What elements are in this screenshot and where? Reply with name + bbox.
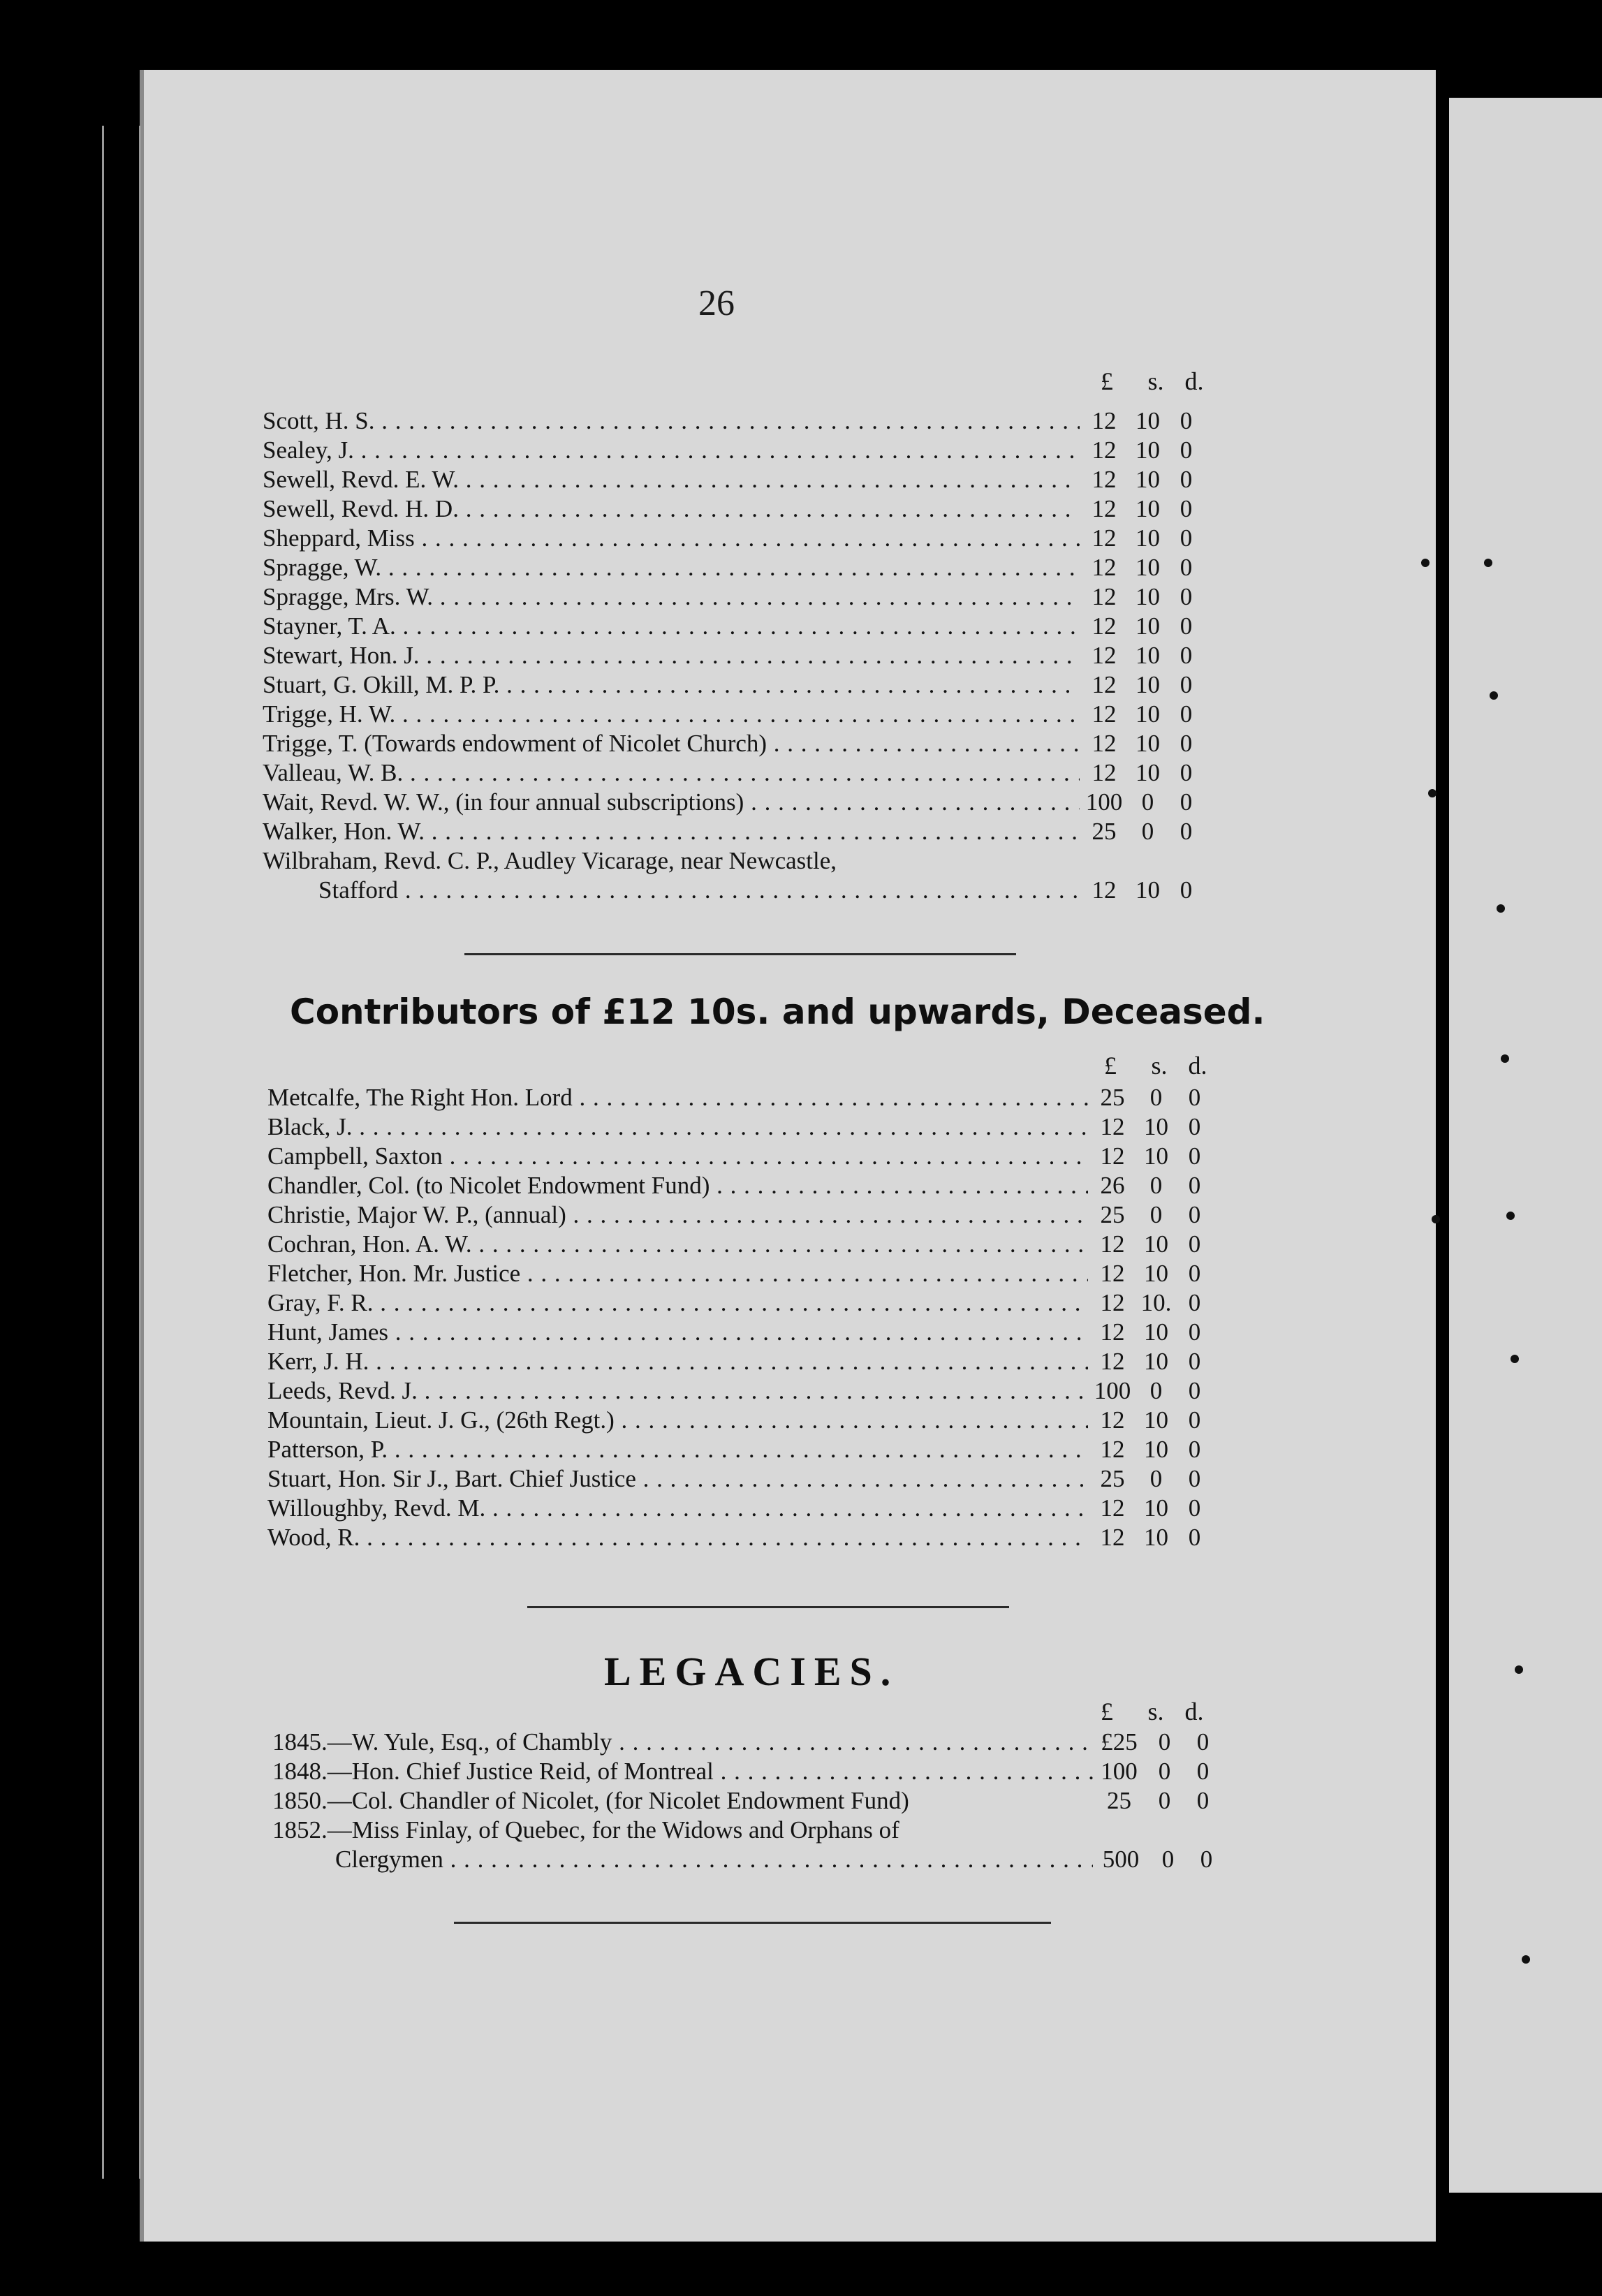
subscriber-name: Wilbraham, Revd. C. P., Audley Vicarage, near Newcastle,: [263, 847, 837, 874]
list-item: [267, 1348, 1214, 1377]
shillings-header: s.: [1147, 367, 1164, 395]
right-page-edge: [1449, 98, 1602, 2193]
list-item: [267, 1172, 1214, 1201]
shillings-value: 10: [1136, 642, 1160, 669]
pence-header: d.: [1184, 367, 1204, 395]
contributor-name: Campbell, Saxton . . .: [267, 1142, 1088, 1170]
list-item: [263, 671, 1205, 700]
shillings-value: 10: [1136, 730, 1160, 757]
list-item: [263, 583, 1205, 612]
contributor-name: Christie, Major W. P., (annual) . . .: [267, 1201, 1088, 1229]
print-speck: [1490, 691, 1498, 700]
pence-value: 0: [1180, 436, 1193, 464]
shillings-value: 0: [1141, 818, 1154, 845]
pounds-value: 25: [1100, 1084, 1125, 1111]
subscriber-name: Sewell, Revd. H. D. . . .: [263, 495, 1080, 523]
pounds-value: 12: [1092, 759, 1117, 786]
list-item: [267, 1142, 1214, 1172]
currency-header: [1082, 1051, 1215, 1080]
list-item: [272, 1816, 1222, 1846]
shillings-value: 10: [1144, 1260, 1168, 1287]
pounds-value: 12: [1100, 1289, 1125, 1316]
list-item: [263, 612, 1205, 642]
list-item: [272, 1728, 1222, 1758]
pounds-header: £: [1104, 1052, 1117, 1080]
pence-value: 0: [1188, 1465, 1201, 1492]
pounds-value: 25: [1092, 818, 1117, 845]
pounds-value: 12: [1100, 1494, 1125, 1522]
pounds-value: 100: [1094, 1377, 1131, 1404]
pence-value: 0: [1180, 788, 1193, 816]
subscriber-name: Sewell, Revd. E. W. . . .: [263, 466, 1080, 494]
print-speck: [1501, 1054, 1509, 1063]
print-speck: [1484, 559, 1492, 567]
pounds-value: 12: [1092, 583, 1117, 610]
shillings-value: 0: [1158, 1758, 1171, 1785]
print-speck: [1432, 1215, 1440, 1223]
list-item: [263, 554, 1205, 583]
pounds-value: 12: [1092, 407, 1117, 434]
shillings-value: 0: [1149, 1465, 1163, 1492]
pence-value: 0: [1188, 1230, 1201, 1258]
shillings-value: 0: [1161, 1846, 1175, 1873]
shillings-value: 10: [1136, 466, 1160, 493]
pounds-value: 12: [1100, 1348, 1125, 1375]
print-speck: [1497, 904, 1505, 913]
list-item: [267, 1494, 1214, 1524]
pence-value: 0: [1180, 876, 1193, 904]
subscriber-name: Sealey, J. . . .: [263, 436, 1080, 464]
pounds-value: 25: [1100, 1465, 1125, 1492]
list-item: [263, 495, 1205, 524]
contributor-name: Black, J. . . .: [267, 1113, 1088, 1141]
pence-value: 0: [1188, 1172, 1201, 1199]
pence-value: 0: [1180, 671, 1193, 698]
pence-value: 0: [1188, 1377, 1201, 1404]
list-item: [263, 847, 1205, 876]
currency-header: [1079, 1697, 1212, 1726]
pounds-value: 12: [1092, 554, 1117, 581]
pounds-value: 25: [1100, 1201, 1125, 1228]
shillings-value: 10: [1136, 407, 1160, 434]
pounds-value: 12: [1092, 876, 1117, 904]
pence-header: d.: [1184, 1698, 1204, 1725]
pence-value: 0: [1180, 466, 1193, 493]
pence-value: 0: [1180, 759, 1193, 786]
shillings-value: 10: [1136, 876, 1160, 904]
shillings-value: 10: [1144, 1113, 1168, 1140]
pence-value: 0: [1180, 554, 1193, 581]
list-item: [267, 1201, 1214, 1230]
list-item: [267, 1436, 1214, 1465]
pence-value: 0: [1188, 1084, 1201, 1111]
pounds-value: 500: [1102, 1846, 1140, 1873]
pence-value: 0: [1188, 1524, 1201, 1551]
subscriber-name: Wait, Revd. W. W., (in four annual subscriptions) . . .: [263, 788, 1080, 816]
list-item: [267, 1230, 1214, 1260]
shillings-value: 10: [1136, 436, 1160, 464]
pounds-header: £: [1101, 1698, 1113, 1725]
list-item: [272, 1758, 1222, 1787]
shillings-value: 10: [1136, 612, 1160, 640]
pence-value: 0: [1188, 1260, 1201, 1287]
pounds-value: 12: [1100, 1318, 1125, 1346]
pence-value: 0: [1188, 1289, 1201, 1316]
list-item: [263, 759, 1205, 788]
shillings-value: 10: [1144, 1406, 1168, 1434]
section-divider: [527, 1606, 1009, 1608]
pence-value: 0: [1196, 1728, 1210, 1756]
pounds-value: 12: [1100, 1142, 1125, 1170]
currency-header: [1079, 367, 1212, 396]
shillings-value: 0: [1141, 788, 1154, 816]
contributor-name: Kerr, J. H. . . .: [267, 1348, 1088, 1376]
shillings-value: 10: [1136, 583, 1160, 610]
shillings-value: 10: [1144, 1142, 1168, 1170]
legacy-entry-continuation: Clergymen . . .: [335, 1846, 1093, 1874]
pounds-value: 12: [1092, 495, 1117, 522]
list-item: [263, 788, 1205, 818]
pounds-value: 100: [1101, 1758, 1138, 1785]
shillings-value: 0: [1149, 1084, 1163, 1111]
pounds-value: 12: [1092, 612, 1117, 640]
legacy-entry: 1850.—Col. Chandler of Nicolet, (for Nicolet Endowment Fund): [272, 1787, 909, 1814]
pence-value: 0: [1188, 1318, 1201, 1346]
contributor-name: Metcalfe, The Right Hon. Lord . . .: [267, 1084, 1088, 1112]
legacy-entry: 1852.—Miss Finlay, of Quebec, for the Widows and Orphans of: [272, 1816, 899, 1844]
pence-value: 0: [1180, 642, 1193, 669]
shillings-value: 10: [1144, 1230, 1168, 1258]
list-item: [267, 1113, 1214, 1142]
subscriber-name: Spragge, W. . . .: [263, 554, 1080, 582]
subscriber-name: Walker, Hon. W. . . .: [263, 818, 1080, 846]
pounds-value: 12: [1092, 436, 1117, 464]
pence-value: 0: [1180, 583, 1193, 610]
list-item: [263, 730, 1205, 759]
contributor-name: Patterson, P. . . .: [267, 1436, 1088, 1464]
section-divider: [454, 1922, 1051, 1924]
shillings-value: 10: [1144, 1318, 1168, 1346]
shillings-value: 0: [1158, 1728, 1171, 1756]
list-item: [267, 1524, 1214, 1553]
print-speck: [1506, 1212, 1515, 1220]
list-item: [263, 642, 1205, 671]
pounds-value: 100: [1085, 788, 1123, 816]
list-item: [263, 700, 1205, 730]
pence-value: 0: [1200, 1846, 1213, 1873]
print-speck: [1522, 1955, 1530, 1964]
list-item: [267, 1377, 1214, 1406]
contributor-name: Stuart, Hon. Sir J., Bart. Chief Justice . . .: [267, 1465, 1088, 1493]
pounds-value: 26: [1100, 1172, 1125, 1199]
shillings-value: 10: [1144, 1494, 1168, 1522]
shillings-value: 10: [1136, 495, 1160, 522]
pounds-header: £: [1101, 367, 1113, 395]
pounds-value: 12: [1100, 1260, 1125, 1287]
pounds-value: 12: [1092, 642, 1117, 669]
section-divider: [464, 953, 1016, 955]
subscriber-name: Trigge, H. W. . . .: [263, 700, 1080, 728]
contributor-name: Fletcher, Hon. Mr. Justice . . .: [267, 1260, 1088, 1288]
shillings-value: 0: [1149, 1201, 1163, 1228]
pounds-value: 12: [1092, 700, 1117, 728]
subscriber-name: Scott, H. S. . . .: [263, 407, 1080, 435]
print-speck: [1421, 559, 1430, 567]
subscriber-name: Stayner, T. A. . . .: [263, 612, 1080, 640]
contributor-name: Cochran, Hon. A. W. . . .: [267, 1230, 1088, 1258]
pounds-value: 12: [1092, 730, 1117, 757]
pence-value: 0: [1180, 818, 1193, 845]
pence-value: 0: [1188, 1494, 1201, 1522]
contributor-name: Hunt, James . . .: [267, 1318, 1088, 1346]
pounds-value: 12: [1092, 524, 1117, 552]
contributor-name: Wood, R. . . .: [267, 1524, 1088, 1552]
legacies-section-title: LEGACIES.: [604, 1649, 899, 1694]
shillings-header: s.: [1151, 1052, 1168, 1080]
pence-value: 0: [1180, 700, 1193, 728]
list-item: [263, 818, 1205, 847]
list-item: [267, 1318, 1214, 1348]
shillings-value: 10: [1136, 554, 1160, 581]
pounds-value: 12: [1100, 1113, 1125, 1140]
pence-value: 0: [1196, 1758, 1210, 1785]
list-item: [272, 1787, 1222, 1816]
pounds-value: 12: [1100, 1524, 1125, 1551]
pence-value: 0: [1188, 1348, 1201, 1375]
list-item: [263, 524, 1205, 554]
shillings-value: 10: [1136, 524, 1160, 552]
shillings-value: 10: [1136, 700, 1160, 728]
pence-value: 0: [1180, 495, 1193, 522]
list-item: [318, 876, 1205, 906]
pence-value: 0: [1196, 1787, 1210, 1814]
pence-value: 0: [1188, 1436, 1201, 1463]
pounds-value: 25: [1107, 1787, 1131, 1814]
pounds-value: 12: [1100, 1230, 1125, 1258]
shillings-value: 10: [1136, 759, 1160, 786]
contributor-name: Gray, F. R. . . .: [267, 1289, 1088, 1317]
shillings-value: 0: [1149, 1172, 1163, 1199]
list-item: [267, 1260, 1214, 1289]
pence-value: 0: [1188, 1201, 1201, 1228]
pounds-value: 12: [1100, 1436, 1125, 1463]
subscriber-name: Spragge, Mrs. W. . . .: [263, 583, 1080, 611]
shillings-value: 10: [1144, 1348, 1168, 1375]
list-item: [267, 1465, 1214, 1494]
pounds-value: £25: [1101, 1728, 1138, 1756]
list-item: [267, 1289, 1214, 1318]
pence-value: 0: [1188, 1142, 1201, 1170]
contributor-name: Chandler, Col. (to Nicolet Endowment Fund) . . .: [267, 1172, 1088, 1200]
pence-value: 0: [1180, 407, 1193, 434]
list-item: [267, 1406, 1214, 1436]
print-speck: [1511, 1355, 1519, 1363]
subscriber-name-continuation: Stafford . . .: [318, 876, 1080, 904]
shillings-value: 10: [1144, 1524, 1168, 1551]
shillings-value: 10.: [1140, 1289, 1172, 1316]
page-number: 26: [698, 284, 735, 323]
shillings-value: 0: [1149, 1377, 1163, 1404]
pounds-value: 12: [1092, 466, 1117, 493]
pence-value: 0: [1180, 730, 1193, 757]
list-item: [263, 436, 1205, 466]
print-speck: [1515, 1665, 1523, 1674]
list-item: [335, 1846, 1226, 1875]
subscriber-name: Stewart, Hon. J. . . .: [263, 642, 1080, 670]
deceased-section-title: Contributors of £12 10s. and upwards, Deceased.: [290, 992, 1265, 1032]
pence-header: d.: [1188, 1052, 1207, 1080]
shillings-value: 0: [1158, 1787, 1171, 1814]
pence-value: 0: [1180, 612, 1193, 640]
pence-value: 0: [1188, 1406, 1201, 1434]
pounds-value: 12: [1092, 671, 1117, 698]
shillings-value: 10: [1136, 671, 1160, 698]
list-item: [267, 1084, 1214, 1113]
subscriber-name: Trigge, T. (Towards endowment of Nicolet Church) . . .: [263, 730, 1080, 758]
shillings-header: s.: [1147, 1698, 1164, 1725]
contributor-name: Mountain, Lieut. J. G., (26th Regt.) . . .: [267, 1406, 1088, 1434]
contributor-name: Leeds, Revd. J. . . .: [267, 1377, 1088, 1405]
pounds-value: 12: [1100, 1406, 1125, 1434]
print-speck: [1428, 789, 1436, 797]
subscriber-name: Sheppard, Miss . . .: [263, 524, 1080, 552]
contributor-name: Willoughby, Revd. M. . . .: [267, 1494, 1088, 1522]
pence-value: 0: [1180, 524, 1193, 552]
subscriber-name: Valleau, W. B. . . .: [263, 759, 1080, 787]
legacy-entry: 1848.—Hon. Chief Justice Reid, of Montreal . . .: [272, 1758, 1093, 1786]
list-item: [263, 407, 1205, 436]
pence-value: 0: [1188, 1113, 1201, 1140]
shillings-value: 10: [1144, 1436, 1168, 1463]
subscriber-name: Stuart, G. Okill, M. P. P. . . .: [263, 671, 1080, 699]
legacy-entry: 1845.—W. Yule, Esq., of Chambly . . .: [272, 1728, 1093, 1756]
list-item: [263, 466, 1205, 495]
